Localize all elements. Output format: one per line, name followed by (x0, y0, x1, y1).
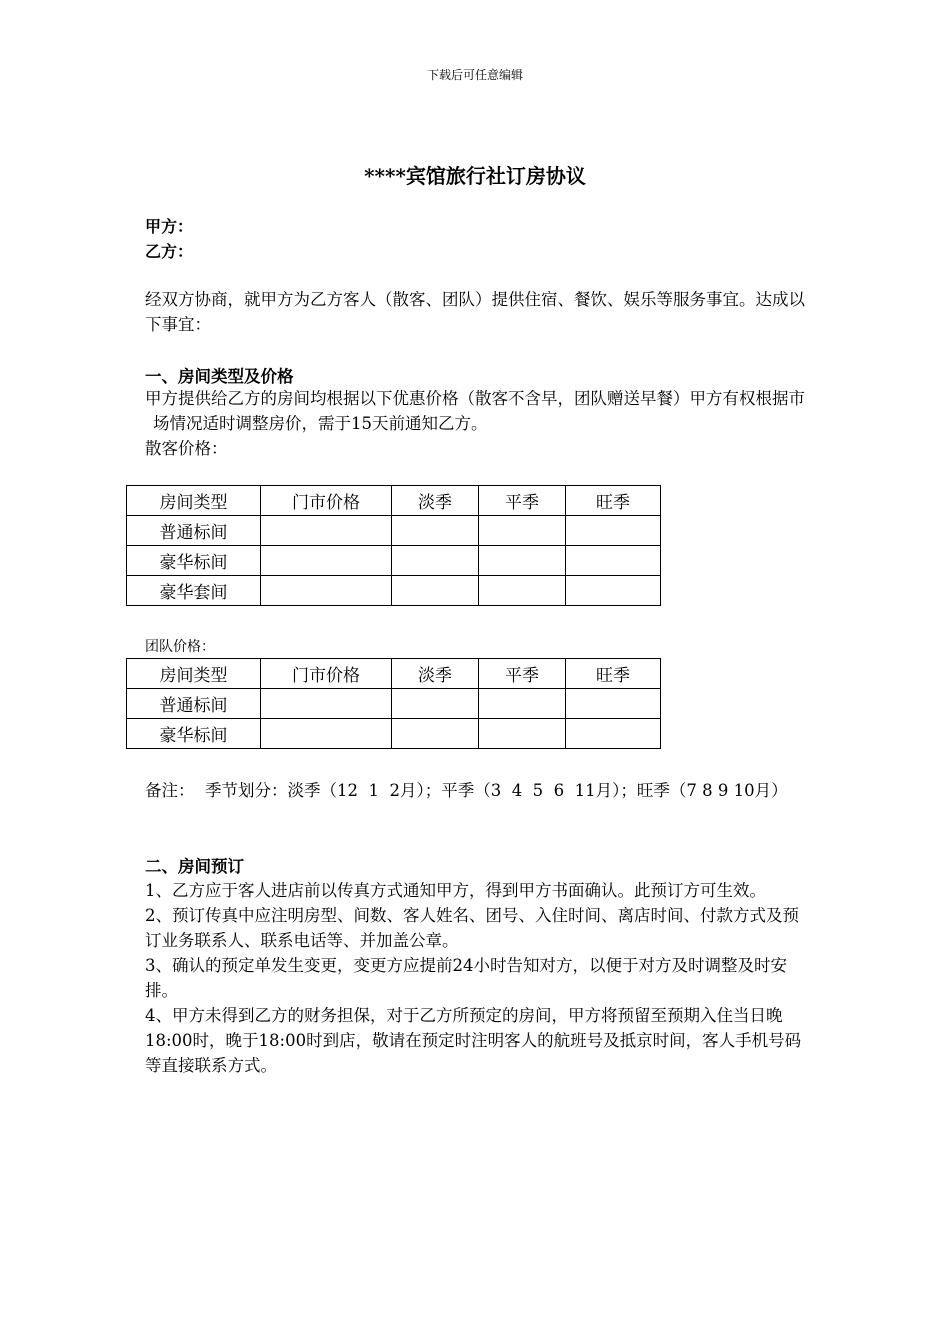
header-cell: 平季 (479, 486, 566, 516)
table-row (127, 546, 661, 576)
section2-list (145, 878, 810, 1078)
price-cell (566, 516, 661, 546)
list-item: 2、预订传真中应注明房型、间数、客人姓名、团号、入住时间、离店时间、付款方式及预订业务联系人、联系电话等、并加盖公章。 (145, 906, 799, 950)
price-cell (261, 576, 392, 606)
header-note: 下载后可任意编辑 (426, 68, 523, 82)
header-cell: 房间类型 (127, 486, 261, 516)
table-row (127, 516, 661, 546)
list-item: 1、乙方应于客人进店前以传真方式通知甲方，得到甲方书面确认。此预订方可生效。 (145, 881, 766, 900)
section2-heading: 二、房间预订 (145, 857, 244, 876)
table-header-row (127, 659, 661, 689)
price-cell (392, 576, 479, 606)
header-cell: 门市价格 (261, 486, 392, 516)
room-type-cell: 豪华套间 (127, 576, 261, 606)
price-cell (566, 546, 661, 576)
room-type-cell: 普通标间 (127, 689, 261, 719)
header-cell: 平季 (479, 659, 566, 689)
price-cell (479, 576, 566, 606)
list-item: 4、甲方未得到乙方的财务担保，对于乙方所预定的房间，甲方将预留至预期入住当日晚18:00时，晚于18:00时到店，敬请在预定时注明客人的航班号及抵京时间，客人手机号码等直接联系方式。 (145, 1006, 802, 1075)
header-cell: 淡季 (392, 486, 479, 516)
price-cell (261, 689, 392, 719)
price-cell (479, 689, 566, 719)
price-cell (392, 689, 479, 719)
price-cell (566, 719, 661, 749)
table-header-row (127, 486, 661, 516)
group-price-table (126, 658, 661, 749)
party-a-label: 甲方： (145, 217, 194, 236)
price-cell (392, 516, 479, 546)
individual-price-label: 散客价格： (145, 439, 228, 458)
header-cell: 房间类型 (127, 659, 261, 689)
table-row (127, 689, 661, 719)
price-cell (566, 689, 661, 719)
table-row (127, 719, 661, 749)
party-b-label: 乙方： (145, 242, 194, 261)
header-cell: 淡季 (392, 659, 479, 689)
price-cell (479, 719, 566, 749)
price-cell (261, 516, 392, 546)
section1-heading: 一、房间类型及价格 (145, 367, 294, 386)
document-title: ****宾馆旅行社订房协议 (364, 164, 586, 188)
table-row (127, 576, 661, 606)
section1-text: 甲方提供给乙方的房间均根据以下优惠价格（散客不含早，团队赠送早餐）甲方有权根据市场情况适时调整房价，需于15天前通知乙方。 (145, 389, 805, 433)
individual-price-table (126, 485, 661, 606)
price-cell (261, 546, 392, 576)
intro-paragraph: 经双方协商，就甲方为乙方客人（散客、团队）提供住宿、餐饮、娱乐等服务事宜。达成以下事宜： (145, 290, 805, 334)
price-cell (566, 576, 661, 606)
price-cell (479, 546, 566, 576)
price-cell (392, 719, 479, 749)
header-cell: 旺季 (566, 659, 661, 689)
room-type-cell: 普通标间 (127, 516, 261, 546)
list-item: 3、确认的预定单发生变更，变更方应提前24小时告知对方，以便于对方及时调整及时安排。 (145, 956, 787, 1000)
price-cell (479, 516, 566, 546)
group-price-label: 团队价格： (145, 639, 215, 655)
price-cell (261, 719, 392, 749)
header-cell: 门市价格 (261, 659, 392, 689)
season-remark: 备注： 季节划分：淡季（12 1 2月）；平季（3 4 5 6 11月）；旺季（7 8 9 10月） (145, 781, 788, 800)
room-type-cell: 豪华标间 (127, 719, 261, 749)
room-type-cell: 豪华标间 (127, 546, 261, 576)
price-cell (392, 546, 479, 576)
header-cell: 旺季 (566, 486, 661, 516)
